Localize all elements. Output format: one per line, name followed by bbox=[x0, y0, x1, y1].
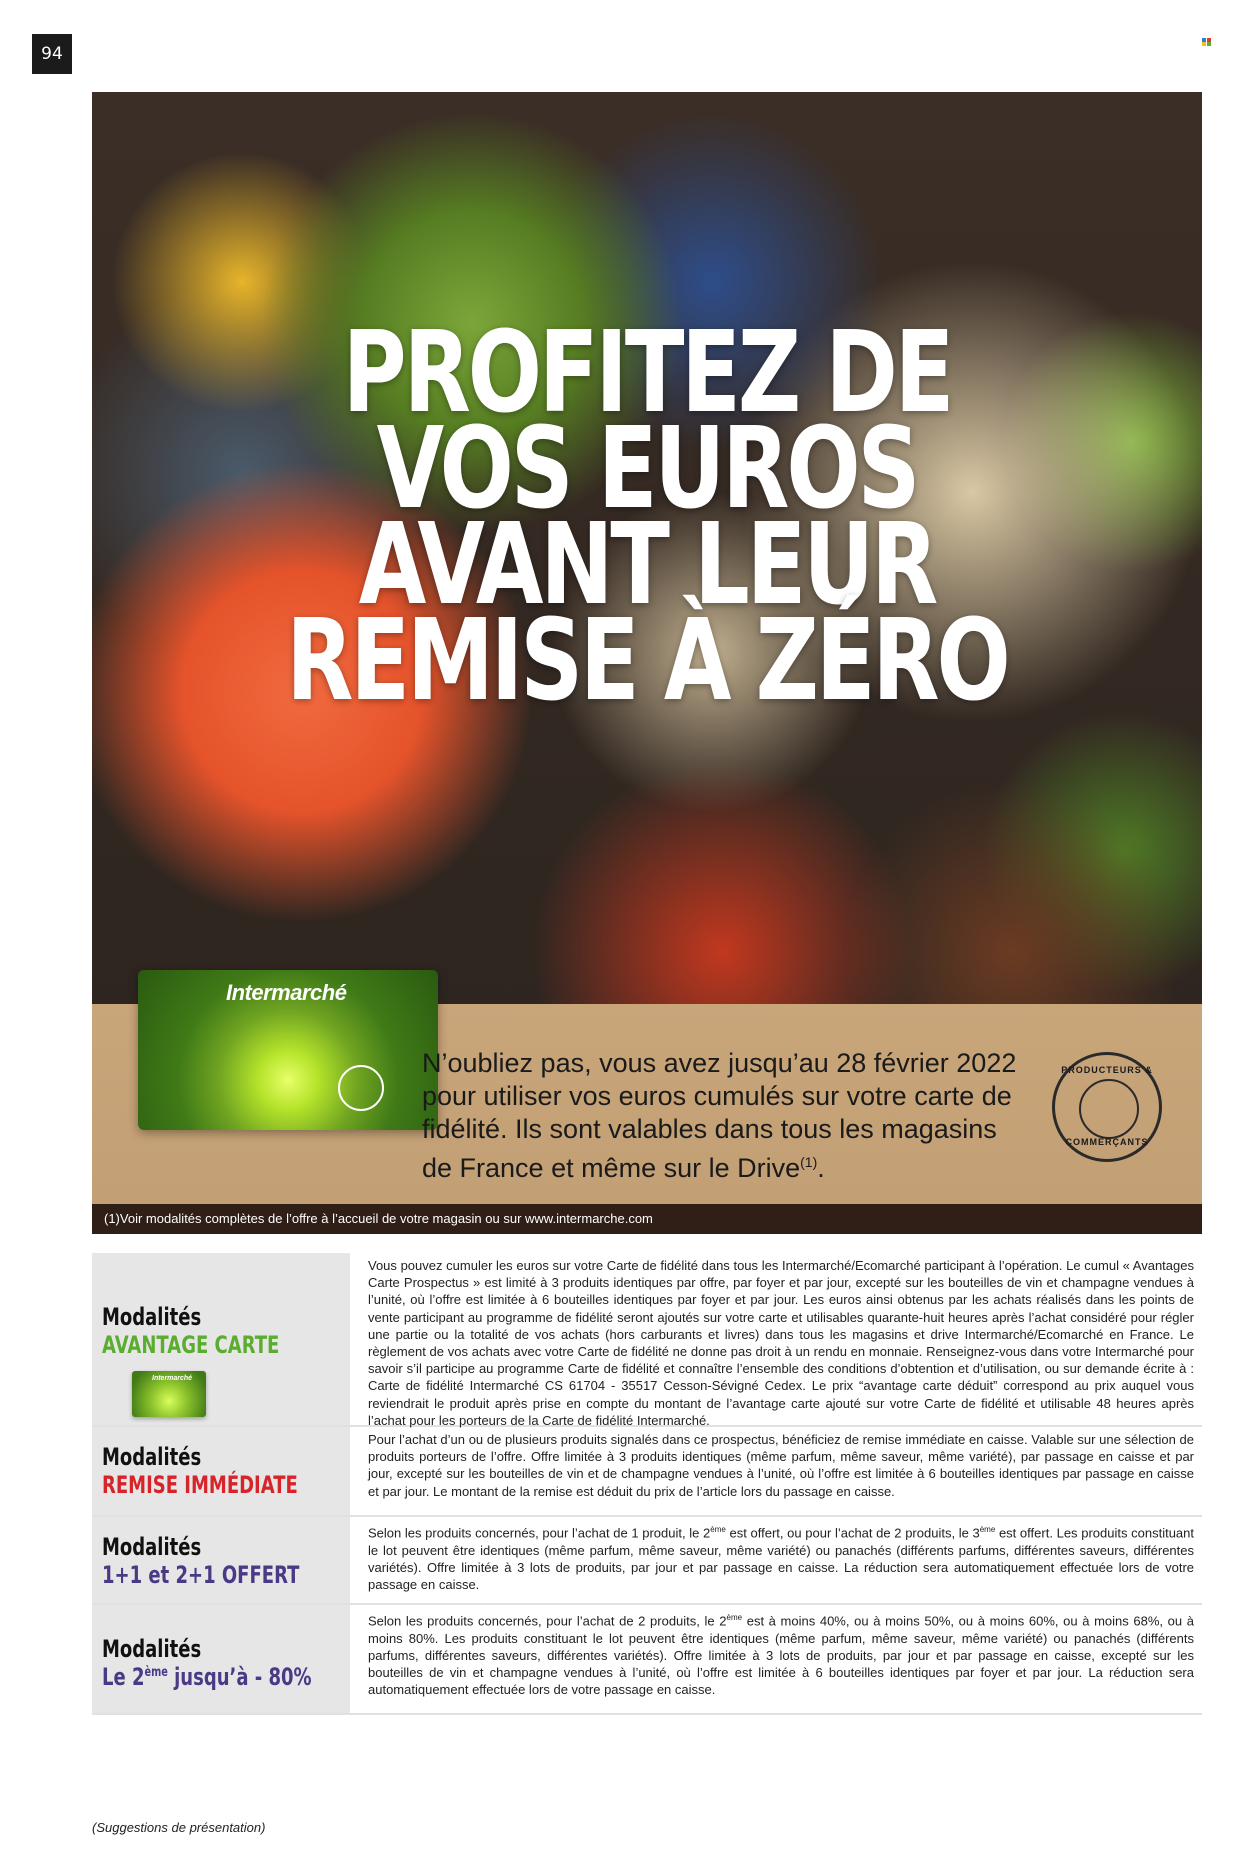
terms-table bbox=[92, 1253, 1202, 1715]
card-seal-icon bbox=[338, 1065, 384, 1111]
hero-title bbox=[214, 308, 1080, 726]
terms-row-deuxieme bbox=[92, 1605, 1202, 1715]
loyalty-card-thumbnail: Intermarché bbox=[132, 1371, 206, 1417]
hero-title-line: AVANT LEUR bbox=[358, 500, 936, 630]
terms-row-offert bbox=[92, 1517, 1202, 1605]
terms-label: Modalités AVANTAGE CARTE Intermarché bbox=[92, 1253, 350, 1425]
producteurs-commercants-seal-icon: PRODUCTEURS & COMMERÇANTS bbox=[1052, 1052, 1162, 1162]
terms-row-remise-immediate bbox=[92, 1427, 1202, 1517]
brand-mark-icon bbox=[1202, 38, 1212, 46]
hero-title-line: PROFITEZ DE bbox=[342, 308, 952, 438]
hero-title-line: VOS EUROS bbox=[376, 404, 918, 534]
loyalty-card-image bbox=[138, 970, 438, 1130]
terms-label: Modalités Le 2ème jusqu’à - 80% bbox=[92, 1605, 350, 1713]
terms-label: Modalités REMISE IMMÉDIATE bbox=[92, 1427, 350, 1515]
reminder-text: N’oubliez pas, vous avez jusqu’au 28 février 2022 pour utiliser vos euros cumulés sur votre carte de fidélité. Ils sont valables dans tous les magasins de France et même sur le Drive$^{(1)}$. bbox=[422, 1048, 1017, 1183]
page-number: 94 bbox=[32, 34, 72, 74]
presentation-note: (Suggestions de présentation) bbox=[92, 1820, 266, 1835]
footnote: (1)Voir modalités complètes de l’offre à l’accueil de votre magasin ou sur www.intermarche.com bbox=[92, 1204, 1202, 1234]
hero-banner bbox=[92, 92, 1202, 1234]
terms-text: Selon les produits concernés, pour l’achat de 1 produit, le 2ème est offert, ou pour l’achat de 2 produits, le 3ème est offert. Les produits constituant le lot peuvent être identiques (même parfum, même saveur, même variété) ou panachés (différents parfums, différentes saveurs, différentes variétés). Offre limitée à 3 lots de produits, par jour et par passage en caisse. La réduction sera automatiquement effectuée lors de votre passage en caisse. bbox=[368, 1525, 1194, 1592]
terms-text: Selon les produits concernés, pour l’achat de 2 produits, le 2ème est à moins 40%, ou à moins 50%, ou à moins 60%, ou à moins 68%, ou à moins 80%. Les produits constituant le lot peuvent être identiques (même parfum, même saveur, même variété) ou panachés (différents parfums, différentes saveurs, différentes variétés). Offre limitée à 3 lots de produits, par jour et par passage en caisse, excepté sur les bouteilles de vin et champagne vendues à l’unité, où l’offre est limitée à 6 bouteilles identiques par foyer et par jour. La réduction sera automatiquement effectuée lors de votre passage en caisse. bbox=[368, 1613, 1194, 1698]
card-brand: Intermarché bbox=[226, 980, 347, 1005]
terms-text: Vous pouvez cumuler les euros sur votre Carte de fidélité dans tous les Intermarché/Ecomarché participant à l’opération. Le cumul « Avantages Carte Prospectus » est limité à 3 produits identiques par offre, par foyer et par jour, excepté sur les bouteilles de vin et champagne vendues à l’unité, où l’offre est limitée à 6 bouteilles identiques par foyer et par jour. Les euros ainsi obtenus par les achats réalisés dans les points de vente participant au programme de fidélité seront ajoutés sur votre carte et utilisables quarante-huit heures après l’achat considéré pour régler une partie ou la totalité de vos achats (hors carburants et livres) dans tous les magasins et drive Intermarché/Ecomarché en France. Le règlement de vos achats avec votre Carte de fidélité ne donne pas droit à un rendu en monnaie. Renseignez-vous dans votre Intermarché pour savoir s’il participe au programme Carte de fidélité et connaître l’ensemble des conditions d’obtention et d’utilisation, ou sur demande écrite à : Carte de fidélité Intermarché CS 61704 - 35517 Cesson-Sévigné Cedex. Le prix “avantage carte déduit” correspond au prix auquel vous reviendrait le produit après prise en compte du montant de l’avantage carte ajouté sur votre Carte de fidélité et utilisable 48 heures après l’achat pour les porteurs de la Carte de fidélité Intermarché. bbox=[368, 1258, 1194, 1428]
hero-title-line: REMISE À ZÉRO bbox=[286, 596, 1008, 726]
terms-text: Pour l’achat d’un ou de plusieurs produits signalés dans ce prospectus, bénéficiez de remise immédiate en caisse. Valable sur une sélection de produits porteurs de l’offre. Offre limitée à 3 produits identiques (même parfum, même saveur, même variété), par passage en caisse et par jour, excepté sur les bouteilles de vin et de champagne vendues à l’unité, où l’offre est limitée à 6 bouteilles identiques par passage en caisse et par jour. Le montant de la remise est déduit du prix de l’article lors du passage en caisse. bbox=[368, 1432, 1194, 1499]
terms-sub: Le 2ème jusqu’à - 80% bbox=[102, 1663, 312, 1691]
terms-label: Modalités 1+1 et 2+1 OFFERT bbox=[92, 1517, 350, 1603]
terms-row-avantage-carte bbox=[92, 1253, 1202, 1427]
